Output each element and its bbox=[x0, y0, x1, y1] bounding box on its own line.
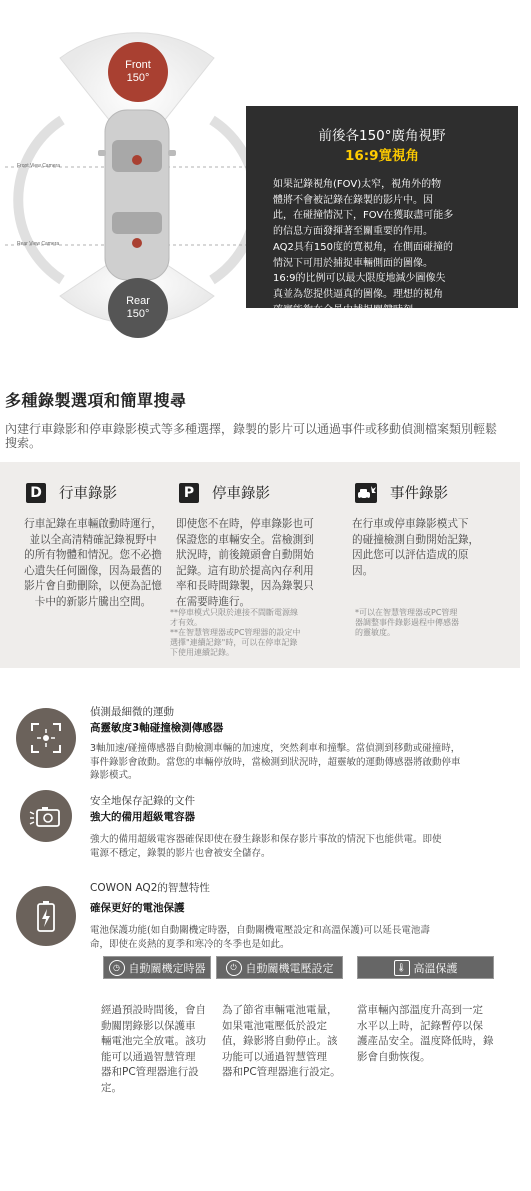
fov-subtitle: 16:9寬視角 bbox=[344, 148, 420, 164]
high-temp-label bbox=[357, 956, 494, 979]
auto-off-timer-desc: 經過預設時間後，會自 動關閉錄影以保護車 輛電池完全放電。該功 能可以通過智慧管理 器和PC管理器進行設 定。 bbox=[101, 1004, 206, 1094]
mode-parking-desc: 即使您不在時，停車錄影也可 保證您的車輛安全。當檢測到 狀況時，前後鏡頭會自動開始 記錄。這有助於提高內存利用 率和長時間錄製，因為錄製只 在需要時進行。 bbox=[176, 518, 314, 608]
crash-car-icon bbox=[355, 483, 377, 503]
power-icon: ⏻ bbox=[226, 960, 242, 976]
mode-parking-note: **停車模式只限於連接不間斷電源線 才有效。 **在智慧管理器或PC管理器的設定中 選擇"連續記錄"時，可以在停車記錄 下使用連續記錄。 bbox=[170, 608, 301, 657]
fov-info-box bbox=[246, 106, 518, 316]
fov-title: 前後各150°廣角視野 bbox=[318, 128, 446, 144]
front-fov-badge bbox=[108, 42, 168, 102]
auto-off-timer-label bbox=[103, 956, 211, 979]
recording-modes-panel bbox=[0, 462, 520, 668]
battery-icon bbox=[16, 886, 76, 946]
feature-1-heading: 偵測最細微的運動 bbox=[90, 706, 174, 718]
mode-event-label: 事件錄影 bbox=[390, 486, 448, 502]
rear-angle: 150° bbox=[126, 308, 150, 320]
auto-off-voltage-label bbox=[216, 956, 343, 979]
supercapacitor-icon bbox=[20, 790, 72, 842]
front-camera-label: Front View Camera bbox=[17, 163, 60, 169]
section-title: 多種錄製選項和簡單搜尋 bbox=[5, 391, 187, 410]
feature-2-title: 強大的備用超級電容器 bbox=[90, 811, 195, 823]
auto-off-timer-text: 自動關機定時器 bbox=[128, 961, 206, 975]
mode-driving-desc: 行車記錄在車輛啟動時運行， 並以全高清精確記錄視野中 的所有物體和情況。您不必擔 心遺失任何圖像，因為最舊的 影片會自動刪除，以便為記憶 卡中的新影片騰出空間。 bbox=[24, 518, 162, 608]
feature-3-heading: COWON AQ2的智慧特性 bbox=[90, 882, 210, 894]
high-temp-text: 高溫保護 bbox=[413, 961, 458, 975]
high-temp-desc: 當車輛內部溫度升高到一定 水平以上時，記錄暫停以保 護產品安全。溫度降低時，錄 影會自動恢復。 bbox=[357, 1004, 494, 1063]
section-intro: 內建行車錄影和停車錄影模式等多種選擇，錄製的影片可以通過事件或移動偵測檔案類別輕鬆搜索。 bbox=[5, 422, 498, 450]
car-icon bbox=[98, 110, 176, 280]
rear-camera-label: Rear View Camera bbox=[17, 241, 60, 247]
front-label: Front bbox=[125, 59, 151, 71]
feature-1-title: 高靈敏度3軸碰撞檢測傳感器 bbox=[90, 722, 224, 734]
fov-body: 如果記錄視角(FOV)太窄，視角外的物 體將不會被記錄在錄製的影片中。因 此，在碰撞情況下，FOV在獲取盡可能多 的信息方面發揮著至關重要的作用。 AQ2具有150度的寬視角，在側面碰撞的 情況下可用於捕捉車輛側面的圖像。 16:9的比例可以最大限度地減少圖像失 真並為您提供逼真的圖像。理想的視角 確實能夠在全景中捕捉關鍵時刻。 bbox=[273, 179, 454, 316]
feature-2-heading: 安全地保存記錄的文件 bbox=[90, 795, 195, 807]
mode-driving-title bbox=[26, 482, 117, 503]
feature-1-desc: 3軸加速/碰撞傳感器自動檢測車輛的加速度，突然剎車和撞擊。當偵測到移動或碰撞時， 事件錄影會啟動。當您的車輛停放時，當檢測到狀況時，超靈敏的運動傳感器將啟動停車 錄影模式。 bbox=[90, 743, 461, 781]
feature-3-desc: 電池保護功能(如自動關機定時器，自動關機電壓設定和高溫保護)可以延長電池壽 命，即使在炎熱的夏季和寒冷的冬季也是如此。 bbox=[90, 925, 430, 950]
mode-parking-title bbox=[179, 482, 270, 503]
drive-d-icon: D bbox=[26, 483, 46, 503]
auto-off-voltage-desc: 為了節省車輛電池電量， 如果電池電壓低於設定 值，錄影將自動停止。該 功能可以通過智慧管理 器和PC管理器進行設定。 bbox=[222, 1004, 341, 1078]
thermometer-icon: 🌡 bbox=[394, 960, 410, 976]
mode-event-note: *可以在智慧管理器或PC管理 器調整事件錄影過程中傳感器 的靈敏度。 bbox=[355, 608, 459, 637]
rear-fov-badge bbox=[108, 278, 168, 338]
mode-parking-label: 停車錄影 bbox=[212, 486, 270, 502]
parking-p-icon: P bbox=[179, 483, 199, 503]
auto-off-voltage-text: 自動關機電壓設定 bbox=[245, 961, 334, 975]
front-angle: 150° bbox=[126, 72, 150, 84]
mode-driving-label: 行車錄影 bbox=[59, 486, 117, 502]
front-camera-dot bbox=[132, 155, 142, 165]
rear-camera-dot bbox=[132, 238, 142, 248]
rear-label: Rear bbox=[126, 295, 150, 307]
mode-event-title bbox=[355, 482, 448, 503]
clock-icon: ◷ bbox=[109, 960, 125, 976]
feature-3-title: 確保更好的電池保護 bbox=[90, 902, 185, 914]
motion-sensor-icon bbox=[16, 708, 76, 768]
feature-2-desc: 強大的備用超級電容器確保即使在發生錄影和保存影片事故的情況下也能供電。即使 電源不穩定，錄製的影片也會被安全儲存。 bbox=[90, 834, 442, 859]
mode-event-desc: 在行車或停車錄影模式下 的碰撞檢測自動開始記錄， 因此您可以評估造成的原 因。 bbox=[352, 518, 480, 577]
